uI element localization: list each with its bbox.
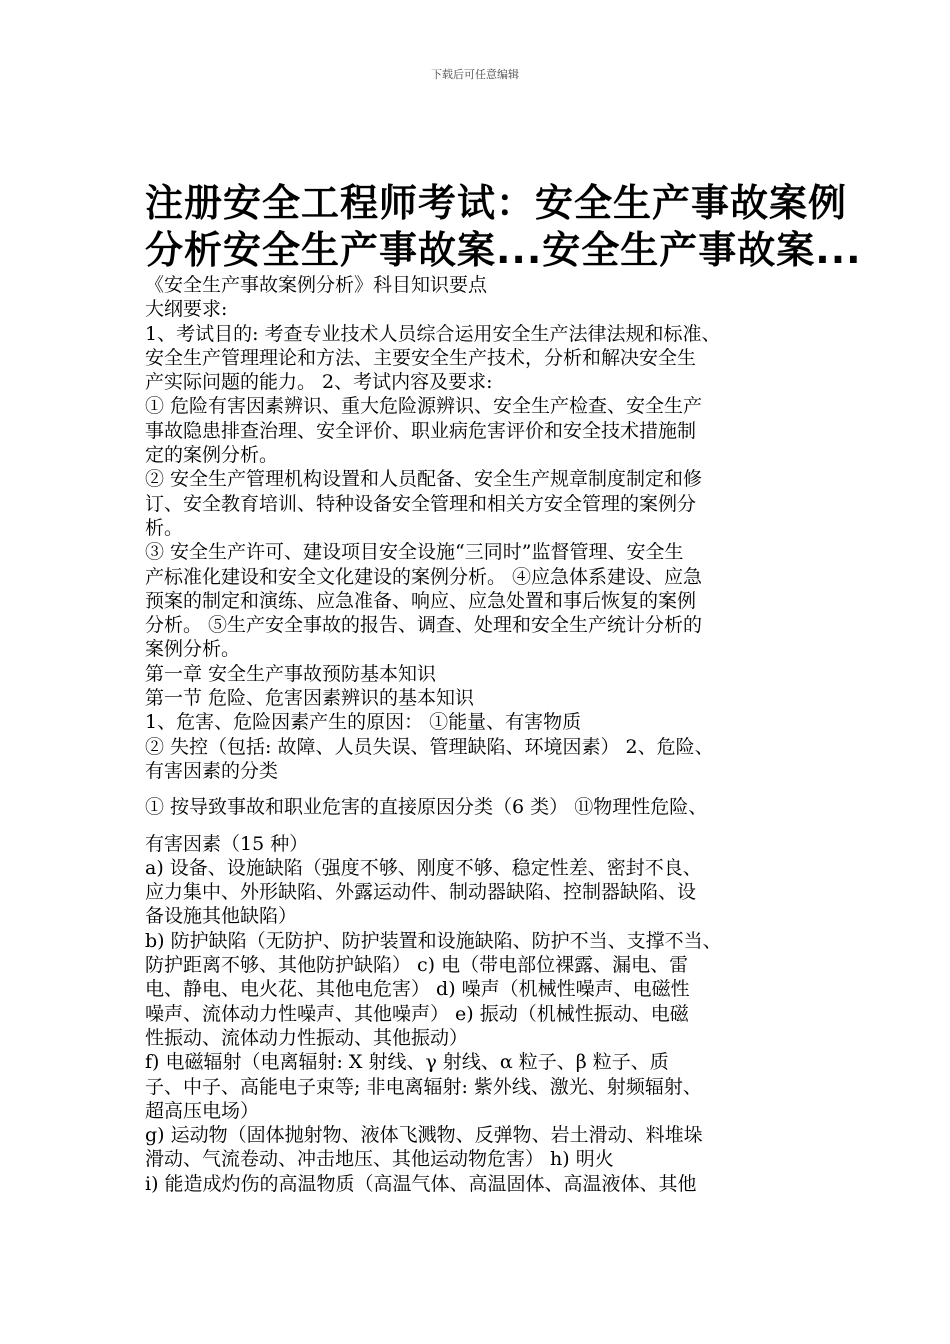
body-line: 噪声、流体动力性噪声、其他噪声） e) 振动（机械性振动、电磁: [145, 1002, 689, 1025]
header-note: 下载后可任意编辑: [431, 68, 519, 81]
body-line: 事故隐患排查治理、安全评价、职业病危害评价和安全技术措施制: [145, 419, 697, 442]
body-line: 备设施其他缺陷）: [145, 905, 298, 928]
body-line: g) 运动物（固体抛射物、液体飞溅物、反弹物、岩土滑动、料堆垛: [145, 1124, 703, 1147]
document-title: [145, 180, 862, 274]
body-line: 有害因素（15 种）: [145, 832, 309, 855]
body-line: 案例分析。: [145, 638, 241, 661]
body-line: 定的案例分析。: [145, 444, 279, 467]
section-heading: 第一节 危险、危害因素辨识的基本知识: [145, 687, 475, 710]
body-line: 分析。 ⑤生产安全事故的报告、调查、处理和安全生产统计分析的: [145, 614, 703, 637]
body-line: b) 防护缺陷（无防护、防护装置和设施缺陷、防护不当、支撑不当、: [145, 929, 722, 952]
document-body: [145, 273, 825, 1196]
title-line: 分析安全生产事故案...安全生产事故案...: [145, 228, 862, 272]
body-line: 1、考试目的: 考查专业技术人员综合运用安全生产法律法规和标准、: [145, 322, 721, 345]
body-line: ③ 安全生产许可、建设项目安全设施“三同时”监督管理、安全生: [145, 541, 684, 564]
body-line: 产标准化建设和安全文化建设的案例分析。 ④应急体系建设、应急: [145, 565, 703, 588]
body-line: 产实际问题的能力。 2、考试内容及要求:: [145, 371, 493, 394]
body-line: 滑动、气流卷动、冲击地压、其他运动物危害） h) 明火: [145, 1148, 614, 1171]
chapter-heading: 第一章 安全生产事故预防基本知识: [145, 662, 437, 685]
body-line: 电、静电、电火花、其他电危害） d) 噪声（机械性噪声、电磁性: [145, 978, 690, 1001]
body-line: 子、中子、高能电子束等; 非电离辐射: 紫外线、激光、射频辐射、: [145, 1075, 702, 1098]
body-line: 防护距离不够、其他防护缺陷） c) 电（带电部位裸露、漏电、雷: [145, 954, 689, 977]
subject-heading: 《安全生产事故案例分析》科目知识要点: [145, 274, 488, 296]
body-line: 1、危害、危险因素产生的原因： ①能量、有害物质: [145, 711, 582, 734]
body-line: i) 能造成灼伤的高温物质（高温气体、高温固体、高温液体、其他: [145, 1172, 697, 1195]
body-line: a) 设备、设施缺陷（强度不够、刚度不够、稳定性差、密封不良、: [145, 856, 702, 879]
body-line: ① 危险有害因素辨识、重大危险源辨识、安全生产检查、安全生产: [145, 395, 703, 418]
body-line: 订、安全教育培训、特种设备安全管理和相关方安全管理的案例分: [145, 492, 697, 515]
body-line: 有害因素的分类: [145, 759, 279, 782]
body-line: 应力集中、外形缺陷、外露运动件、制动器缺陷、控制器缺陷、设: [145, 881, 697, 904]
body-line: 析。: [145, 516, 184, 539]
body-line: 安全生产管理理论和方法、主要安全生产技术，分析和解决安全生: [145, 346, 697, 369]
body-line: 大纲要求:: [145, 298, 228, 321]
body-line: ② 安全生产管理机构设置和人员配备、安全生产规章制度制定和修: [145, 468, 703, 491]
body-line: ② 失控（包括: 故障、人员失误、管理缺陷、环境因素） 2、危险、: [145, 735, 714, 758]
title-line: 注册安全工程师考试：安全生产事故案例: [145, 181, 848, 225]
body-line: f) 电磁辐射（电离辐射: X 射线、γ 射线、α 粒子、β 粒子、质: [145, 1051, 669, 1074]
body-line: 性振动、流体动力性振动、其他振动）: [145, 1026, 469, 1049]
body-line: ① 按导致事故和职业危害的直接原因分类（6 类） ⑪物理性危险、: [145, 796, 708, 819]
body-line: 超高压电场）: [145, 1099, 260, 1122]
body-line: 预案的制定和演练、应急准备、响应、应急处置和事后恢复的案例: [145, 589, 697, 612]
